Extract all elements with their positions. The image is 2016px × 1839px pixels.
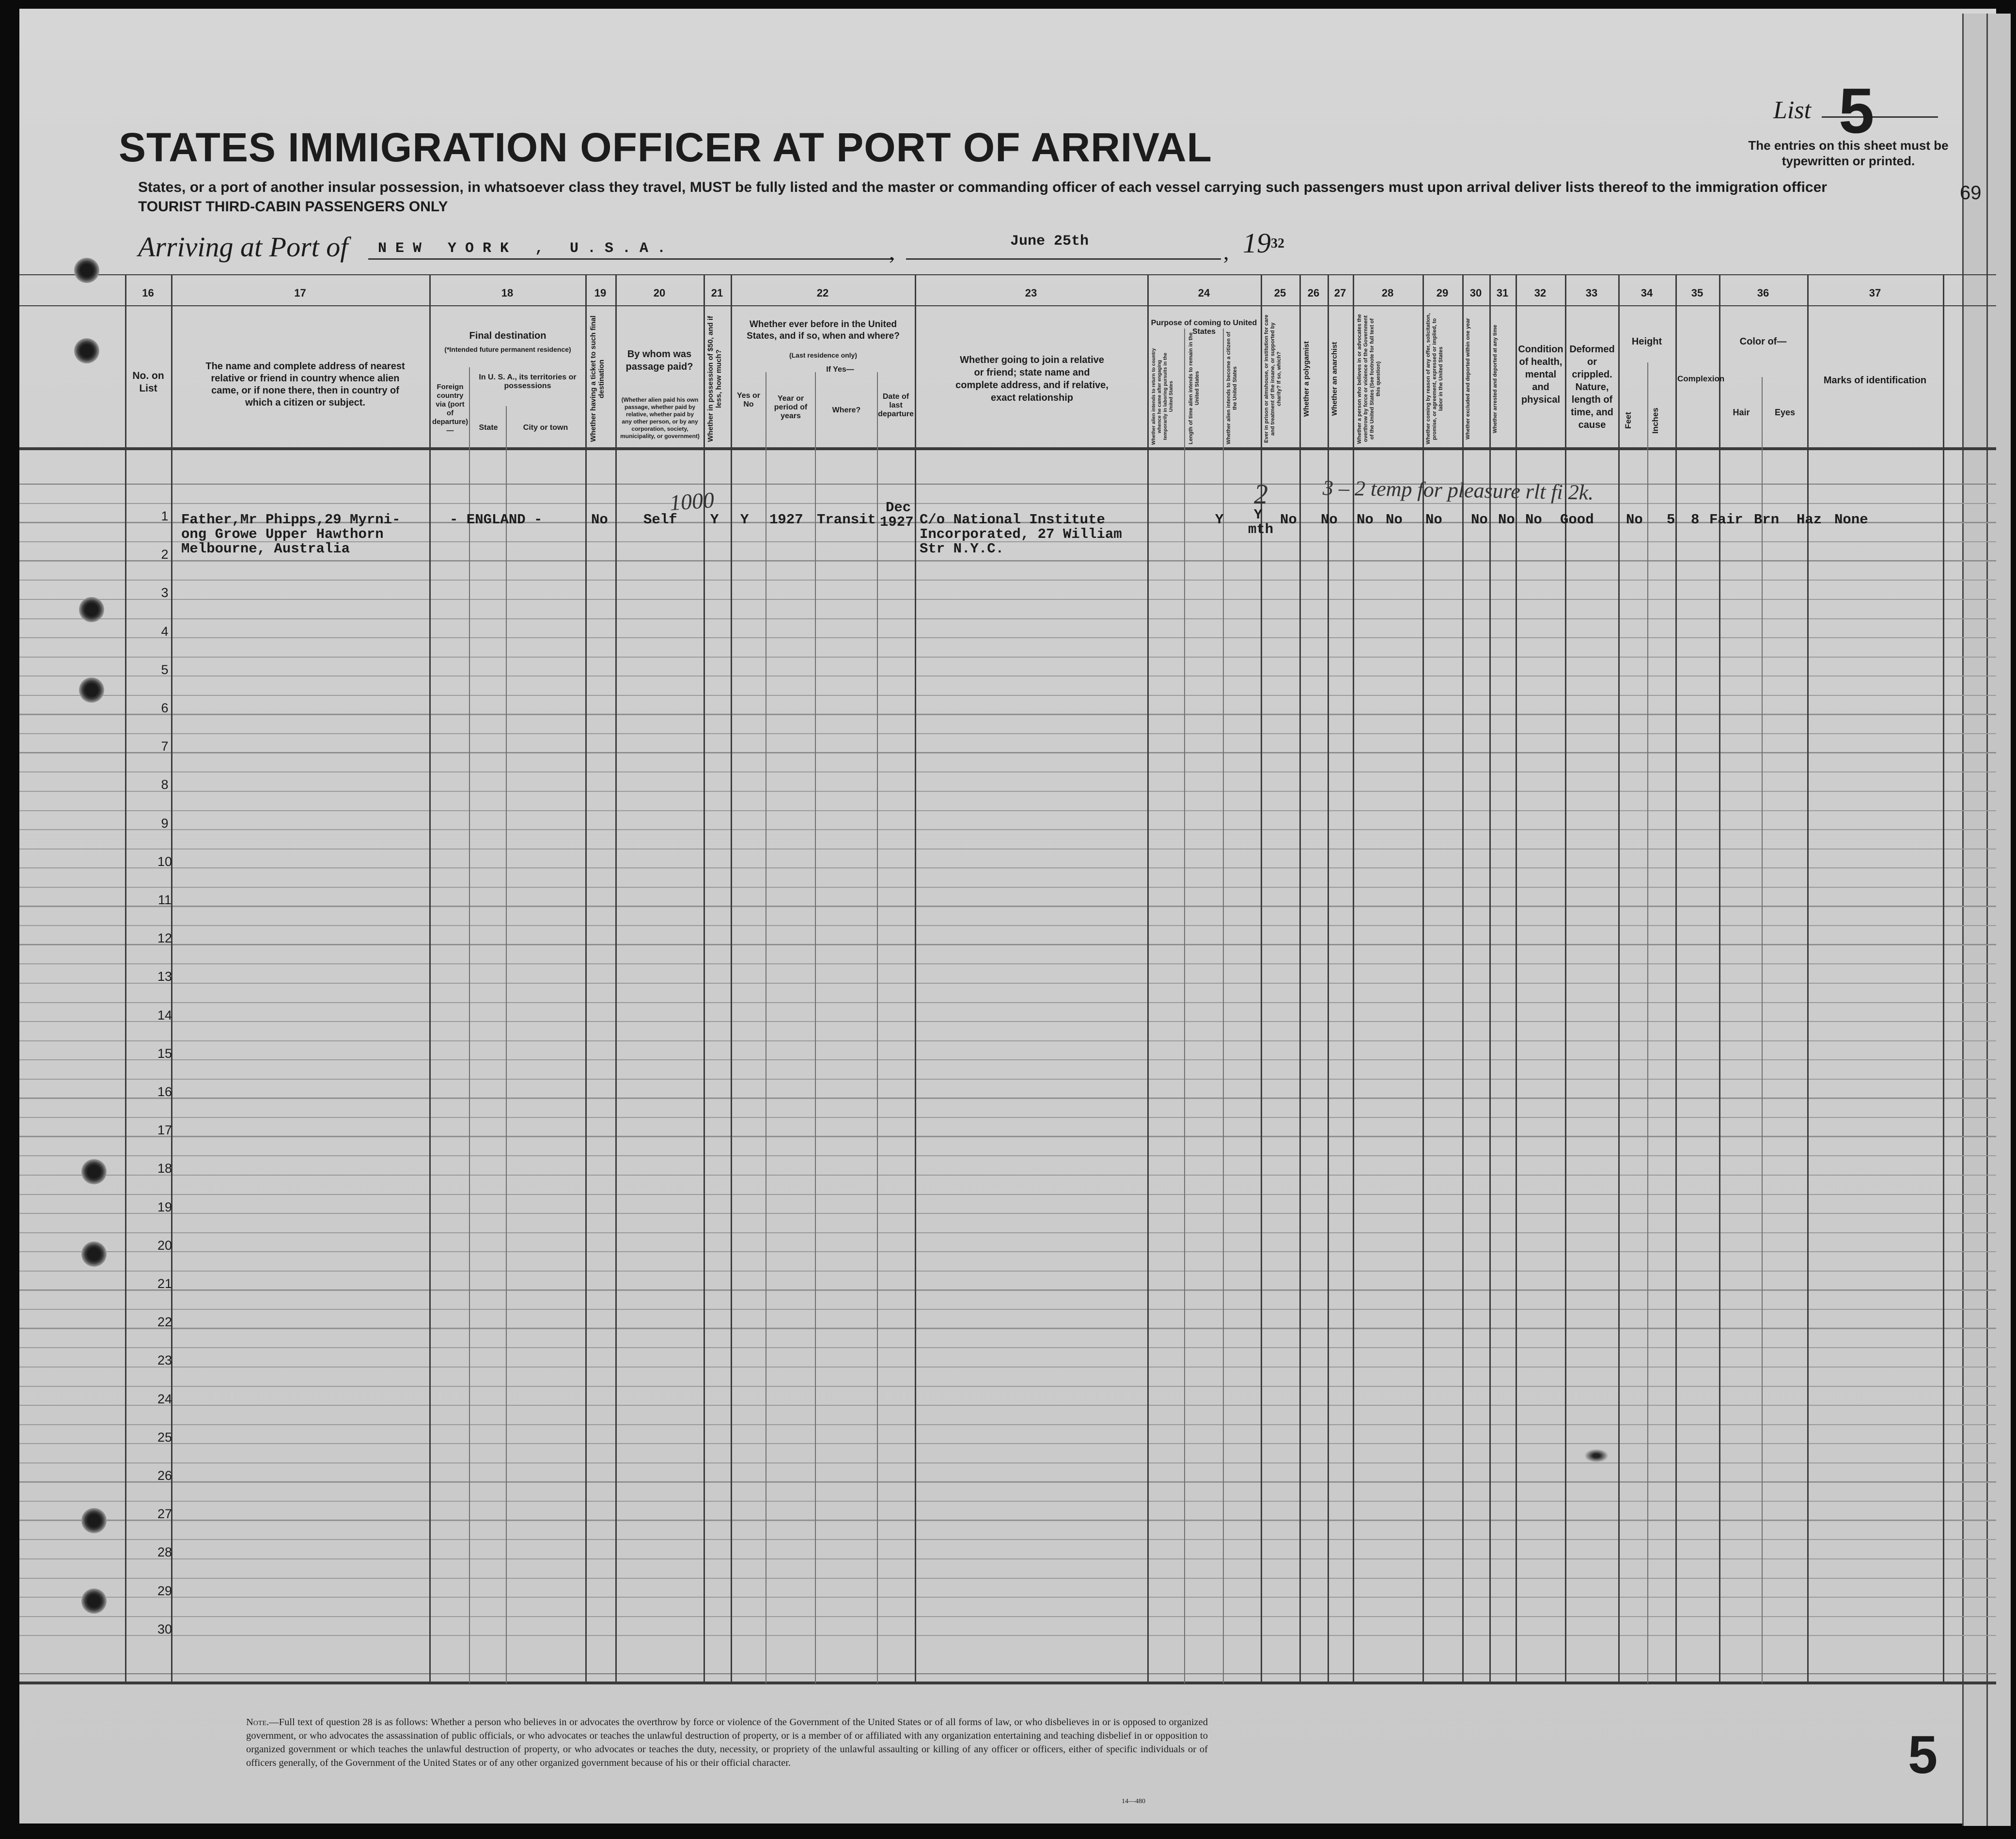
row-half-rule (19, 503, 1996, 504)
row-half-rule (19, 1117, 1996, 1118)
row-half-rule (19, 1271, 1996, 1272)
row-number: 18 (157, 1161, 172, 1176)
row-half-rule (19, 1175, 1996, 1176)
header-final-destination-sub: (*Intended future permanent residence) (444, 346, 571, 353)
col-rule (1223, 329, 1224, 1683)
hair-value: Brn (1754, 512, 1780, 528)
ink-blot (1584, 1449, 1609, 1462)
row-half-rule (19, 1482, 1996, 1483)
col-rule (1762, 377, 1763, 1683)
row-half-rule (19, 887, 1996, 888)
header-labor-offer: Whether coming by reason of any offer, solicitation, promise, or agreement, expressed or implied, to labor in the United States (1425, 313, 1444, 445)
comma: , (1223, 239, 1229, 264)
row-half-rule (19, 1386, 1996, 1387)
money-handwritten: 1000 (669, 487, 715, 516)
row-number: 5 (161, 662, 169, 677)
sheet-number: 69 (1960, 182, 1982, 204)
header-before-in-us-sub: (Last residence only) (789, 351, 858, 359)
row-number: 19 (157, 1199, 172, 1214)
row-half-rule (19, 829, 1996, 830)
header-where: Where? (832, 406, 861, 414)
table-bottom-rule (19, 1682, 1996, 1684)
row-number: 21 (157, 1276, 172, 1291)
row-number: 24 (157, 1391, 172, 1406)
row-half-rule (19, 599, 1996, 600)
col-rule (815, 372, 816, 1683)
row-half-rule (19, 1462, 1996, 1463)
comma: , (889, 239, 895, 264)
row-half-rule (19, 1539, 1996, 1540)
row-half-rule (19, 1635, 1996, 1636)
year-suffix: 32 (1271, 236, 1284, 251)
row-half-rule (19, 791, 1996, 792)
row-number: 15 (157, 1046, 172, 1061)
row-number: 20 (157, 1238, 172, 1253)
row-half-rule (19, 637, 1996, 638)
page-number: 5 (1908, 1725, 1938, 1785)
health-value: Good (1560, 512, 1594, 528)
binder-hole (79, 677, 104, 703)
stay-handwritten: 2 (1254, 478, 1268, 510)
row-number: 8 (161, 777, 169, 792)
money-value: Y (710, 512, 719, 528)
row-half-rule (19, 561, 1996, 562)
row-half-rule (19, 580, 1996, 581)
header-length-of-stay: Length of time alien intends to remain in the United States (1188, 332, 1200, 444)
header-before-in-us: Whether ever before in the United States, and if so, when and where? (747, 319, 900, 341)
col-rule (615, 274, 617, 1683)
column-number: 27 (1334, 287, 1346, 299)
row-half-rule (19, 1002, 1996, 1003)
row-rule (19, 1673, 1996, 1674)
header-if-yes: If Yes— (826, 365, 854, 374)
joining-line: C/o National Institute (920, 512, 1105, 528)
binder-hole (74, 258, 99, 283)
col-rule (1147, 274, 1149, 1683)
inches-value: 8 (1691, 512, 1700, 528)
header-passage-paid-sub: (Whether alien paid his own passage, whether paid by relative, whether paid by any other person, or by any corporation, society, municipality, or government) (620, 396, 700, 440)
header-return-intent: Whether alien intends to return to country whence he came after engaging temporarily in laboring pursuits in the United States (1151, 348, 1174, 445)
column-number: 34 (1641, 287, 1653, 299)
header-state: State (479, 424, 498, 432)
row-half-rule (19, 925, 1996, 926)
row-half-rule (19, 1309, 1996, 1310)
header-purpose: Purpose of coming to United States (1151, 319, 1257, 336)
row-half-rule (19, 1290, 1996, 1291)
anarchist-value: No (1386, 512, 1403, 528)
column-number: 29 (1436, 287, 1449, 299)
row-half-rule (19, 963, 1996, 964)
binder-hole (81, 1588, 107, 1614)
manifest-sheet (19, 9, 1996, 1823)
row-half-rule (19, 1597, 1996, 1598)
header-feet: Feet (1624, 412, 1633, 429)
col-rule (1675, 274, 1677, 1683)
form-code: 14—480 (1122, 1798, 1145, 1805)
col-rule (469, 367, 470, 1683)
row-half-rule (19, 657, 1996, 658)
header-year: Year or period of years (774, 394, 808, 420)
row-half-rule (19, 1328, 1996, 1329)
column-number: 31 (1496, 287, 1509, 299)
row-half-rule (19, 1616, 1996, 1617)
row-half-rule (19, 1558, 1996, 1559)
header-yes-no: Yes or No (736, 392, 761, 409)
column-number: 16 (142, 287, 154, 299)
row-number: 22 (157, 1315, 172, 1330)
col-rule (125, 274, 126, 1683)
row-half-rule (19, 1098, 1996, 1099)
eyes-value: Haz (1797, 512, 1822, 528)
col-rule (915, 274, 916, 1683)
page-title: STATES IMMIGRATION OFFICER AT PORT OF ARRIVAL (119, 125, 1212, 170)
header-citizen-intent: Whether alien intends to become a citizen of the United States (1226, 331, 1238, 445)
last-departure-value: Dec (886, 500, 911, 516)
header-passage-paid: By whom was passage paid? (625, 349, 693, 372)
row-half-rule (19, 1251, 1996, 1252)
row-half-rule (19, 810, 1996, 811)
header-overthrow: Whether a person who believes in or advocates the overthrow by force or violence of the Government of the United States (See footnote for full text of this question) (1357, 314, 1381, 444)
header-foreign-country: Foreign country via (port of departure)— (432, 383, 469, 435)
intro-text: States, or a port of another insular possession, in whatsoever class they travel, MUST be fully listed and the master or commanding officer of each vessel carrying such passengers must upon arrival deliver lists thereof to the immigration officer (138, 179, 1827, 195)
footnote (246, 1715, 1208, 1770)
row-half-rule (19, 944, 1996, 945)
feet-value: 5 (1667, 512, 1675, 528)
arrival-date: June 25th (1010, 233, 1089, 250)
row-half-rule (19, 906, 1996, 907)
row-half-rule (19, 1155, 1996, 1156)
handwritten-annotation: 3 – 2 temp for pleasure rlt fi 2k. (1322, 476, 1594, 504)
relative-address-line: Melbourne, Australia (181, 541, 350, 557)
row-half-rule (19, 1079, 1996, 1080)
column-number: 37 (1869, 287, 1881, 299)
col-rule (506, 406, 507, 1683)
header-arrested: Whether arrested and deported at any time (1492, 325, 1498, 433)
column-number: 23 (1025, 287, 1037, 299)
header-height: Height (1631, 336, 1662, 347)
column-number: 26 (1307, 287, 1320, 299)
row-half-rule (19, 1232, 1996, 1233)
header-health: Condition of health, mental and physical (1518, 344, 1563, 405)
header-in-usa: In U. S. A., its territories or possessions (479, 373, 577, 390)
return-intent-value: Y (1215, 512, 1224, 528)
row-number: 29 (157, 1583, 172, 1598)
binder-hole (74, 338, 99, 363)
foreign-country-value: - ENGLAND - (450, 512, 543, 528)
passenger-class-note: TOURIST THIRD-CABIN PASSENGERS ONLY (138, 199, 448, 215)
row-half-rule (19, 753, 1996, 754)
header-hair: Hair (1733, 408, 1750, 417)
row-half-rule (19, 1040, 1996, 1041)
polygamist-value: No (1357, 512, 1374, 528)
joining-line: Str N.Y.C. (920, 541, 1004, 557)
paid-by-value: Self (643, 512, 677, 528)
row-half-rule (19, 1443, 1996, 1444)
arrested-value: No (1525, 512, 1542, 528)
row-number: 1 (161, 509, 169, 523)
list-number: 5 (1839, 75, 1875, 146)
row-half-rule (19, 867, 1996, 868)
row-number: 17 (157, 1123, 172, 1138)
row-half-rule (19, 1501, 1996, 1502)
row-number: 13 (157, 969, 172, 984)
joining-line: Incorporated, 27 William (920, 526, 1122, 542)
row-number: 27 (157, 1507, 172, 1522)
row-number: 10 (157, 854, 172, 869)
column-number: 20 (653, 287, 666, 299)
row-half-rule (19, 1405, 1996, 1406)
column-number: 24 (1198, 287, 1210, 299)
row-number: 30 (157, 1621, 172, 1636)
header-color: Color of— (1739, 336, 1787, 347)
header-final-destination: Final destination (469, 330, 547, 341)
header-money: Whether in possession of $50, and if less, how much? (706, 315, 723, 442)
col-rule (1807, 274, 1809, 1683)
prison-value: No (1321, 512, 1338, 528)
row-half-rule (19, 695, 1996, 696)
row-half-rule (19, 983, 1996, 984)
stay-typed: Y (1254, 507, 1263, 523)
column-number: 28 (1381, 287, 1394, 299)
row-number: 28 (157, 1545, 172, 1560)
table-top-rule (19, 274, 1996, 275)
column-number: 30 (1469, 287, 1482, 299)
header-marks: Marks of identification (1823, 375, 1927, 386)
ticket-value: No (591, 512, 608, 528)
last-departure-value: 1927 (880, 514, 914, 530)
date-rule (906, 258, 1221, 260)
row-number: 26 (157, 1468, 172, 1483)
col-rule (429, 274, 431, 1683)
header-last-departure: Date of last departure (878, 393, 914, 418)
header-inches: Inches (1651, 408, 1660, 434)
column-number: 22 (816, 287, 829, 299)
row-number: 11 (157, 893, 172, 907)
row-half-rule (19, 1059, 1996, 1060)
footnote-text: —Full text of question 28 is as follows: Whether a person who believes in or advocates the overthrow by force or violence of the Government of the United States or of all forms of law, or who disbelieves in or is opposed to organized government, or who advocates the assassination of public officials, or who advocates or teaches the unlawful destruction of property, or is a member of or affiliated with any organization entertaining and teaching disbelief in or opposition to organized government or which teaches the unlawful destruction of property, or who advocates or teaches the duty, necessity, or propriety of the unlawful assaulting or killing of any officer or officers, either of specific individuals or of officers generally, of the Government of the United States or of any other organized government because of his or their official character. (246, 1717, 1208, 1768)
column-number: 35 (1691, 287, 1703, 299)
row-number: 14 (157, 1007, 172, 1022)
row-number: 6 (161, 701, 169, 715)
col-rule (585, 274, 587, 1683)
excluded-value: No (1498, 512, 1515, 528)
before-year-value: 1927 (769, 512, 803, 528)
header-city: City or town (523, 424, 568, 432)
row-half-rule (19, 1347, 1996, 1348)
typewrite-note: The entries on this sheet must be typewritten or printed. (1748, 138, 1949, 168)
header-complexion: Complexion (1677, 374, 1725, 383)
relative-address-line: ong Growe Upper Hawthorn (181, 526, 384, 542)
header-ticket: Whether having a ticket to such final destination (589, 315, 606, 442)
marks-value: None (1834, 512, 1868, 528)
column-number-rule (19, 305, 1996, 306)
binder-hole (81, 1159, 107, 1184)
row-half-rule (19, 1578, 1996, 1579)
citizen-value: No (1280, 512, 1297, 528)
col-rule (1719, 274, 1720, 1683)
col-rule (877, 372, 878, 1683)
row-half-rule (19, 618, 1996, 619)
header-deformed: Deformed or crippled. Nature, length of time, and cause (1569, 344, 1615, 430)
year-prefix: 19 (1243, 227, 1271, 259)
binder-hole (81, 1242, 107, 1267)
row-half-rule (19, 714, 1996, 715)
before-yes-no-value: Y (740, 512, 749, 528)
row-number: 25 (157, 1430, 172, 1445)
row-half-rule (19, 1136, 1996, 1137)
column-number: 32 (1534, 287, 1547, 299)
overthrow-value: No (1425, 512, 1442, 528)
port-rule (368, 258, 894, 260)
header-eyes: Eyes (1774, 408, 1796, 417)
row-half-rule (19, 1424, 1996, 1425)
row-number: 23 (157, 1353, 172, 1368)
labor-offer-value: No (1471, 512, 1488, 528)
row-number: 9 (161, 816, 169, 831)
col-rule (1618, 274, 1620, 1683)
row-half-rule (19, 1213, 1996, 1214)
deformed-value: No (1626, 512, 1643, 528)
row-half-rule (19, 1520, 1996, 1521)
arrival-year (1243, 227, 1284, 259)
header-prison: Ever in prison or almshouse, or institution for care and treatment of the insane, or supported by charity? If so, which? (1264, 314, 1282, 443)
binder-hole (81, 1508, 107, 1533)
col-rule (731, 274, 732, 1683)
list-label: List (1773, 96, 1812, 124)
row-number: 7 (161, 739, 169, 754)
header-polygamist: Whether a polygamist (1302, 341, 1311, 417)
binder-hole (79, 597, 104, 622)
col-rule (703, 274, 705, 1683)
header-no-on-list: No. on List (132, 370, 164, 394)
column-number: 17 (294, 287, 306, 299)
column-number: 18 (501, 287, 514, 299)
row-half-rule (19, 733, 1996, 734)
before-where-value: Transit (817, 512, 876, 528)
row-number: 12 (157, 931, 172, 946)
row-number: 16 (157, 1085, 172, 1099)
col-rule (1184, 329, 1185, 1683)
page-edge (1986, 14, 2011, 1826)
port-label: Arriving at Port of (138, 231, 348, 263)
col-rule (1647, 362, 1648, 1683)
header-nearest-relative: The name and complete address of nearest relative or friend in country whence alien came, or if none there, then in country of which a citizen or subject. (205, 361, 405, 408)
column-number: 36 (1757, 287, 1769, 299)
column-number: 21 (711, 287, 723, 299)
header-bottom-rule (19, 447, 1996, 450)
row-number: 4 (161, 624, 169, 639)
col-rule (1299, 274, 1301, 1683)
row-half-rule (19, 1021, 1996, 1022)
column-number: 19 (594, 287, 607, 299)
header-joining-relative: Whether going to join a relative or friend; state name and complete address, and if relative, exact relationship (955, 355, 1109, 403)
row-number: 3 (161, 585, 169, 600)
column-number: 25 (1274, 287, 1286, 299)
row-number: 2 (161, 547, 169, 562)
column-number: 33 (1585, 287, 1598, 299)
header-excluded: Whether excluded and deported within one year (1465, 318, 1471, 440)
col-rule (1943, 274, 1944, 1683)
row-half-rule (19, 771, 1996, 772)
stay-typed: mth (1248, 521, 1274, 537)
footnote-label: Note. (246, 1717, 269, 1728)
port-value: NEW YORK , U.S.A. (378, 240, 675, 257)
row-half-rule (19, 1194, 1996, 1195)
relative-address-line: Father,Mr Phipps,29 Myrni- (181, 512, 401, 528)
header-anarchist: Whether an anarchist (1330, 342, 1339, 416)
complexion-value: Fair (1709, 512, 1743, 528)
row-rule (19, 484, 1996, 485)
